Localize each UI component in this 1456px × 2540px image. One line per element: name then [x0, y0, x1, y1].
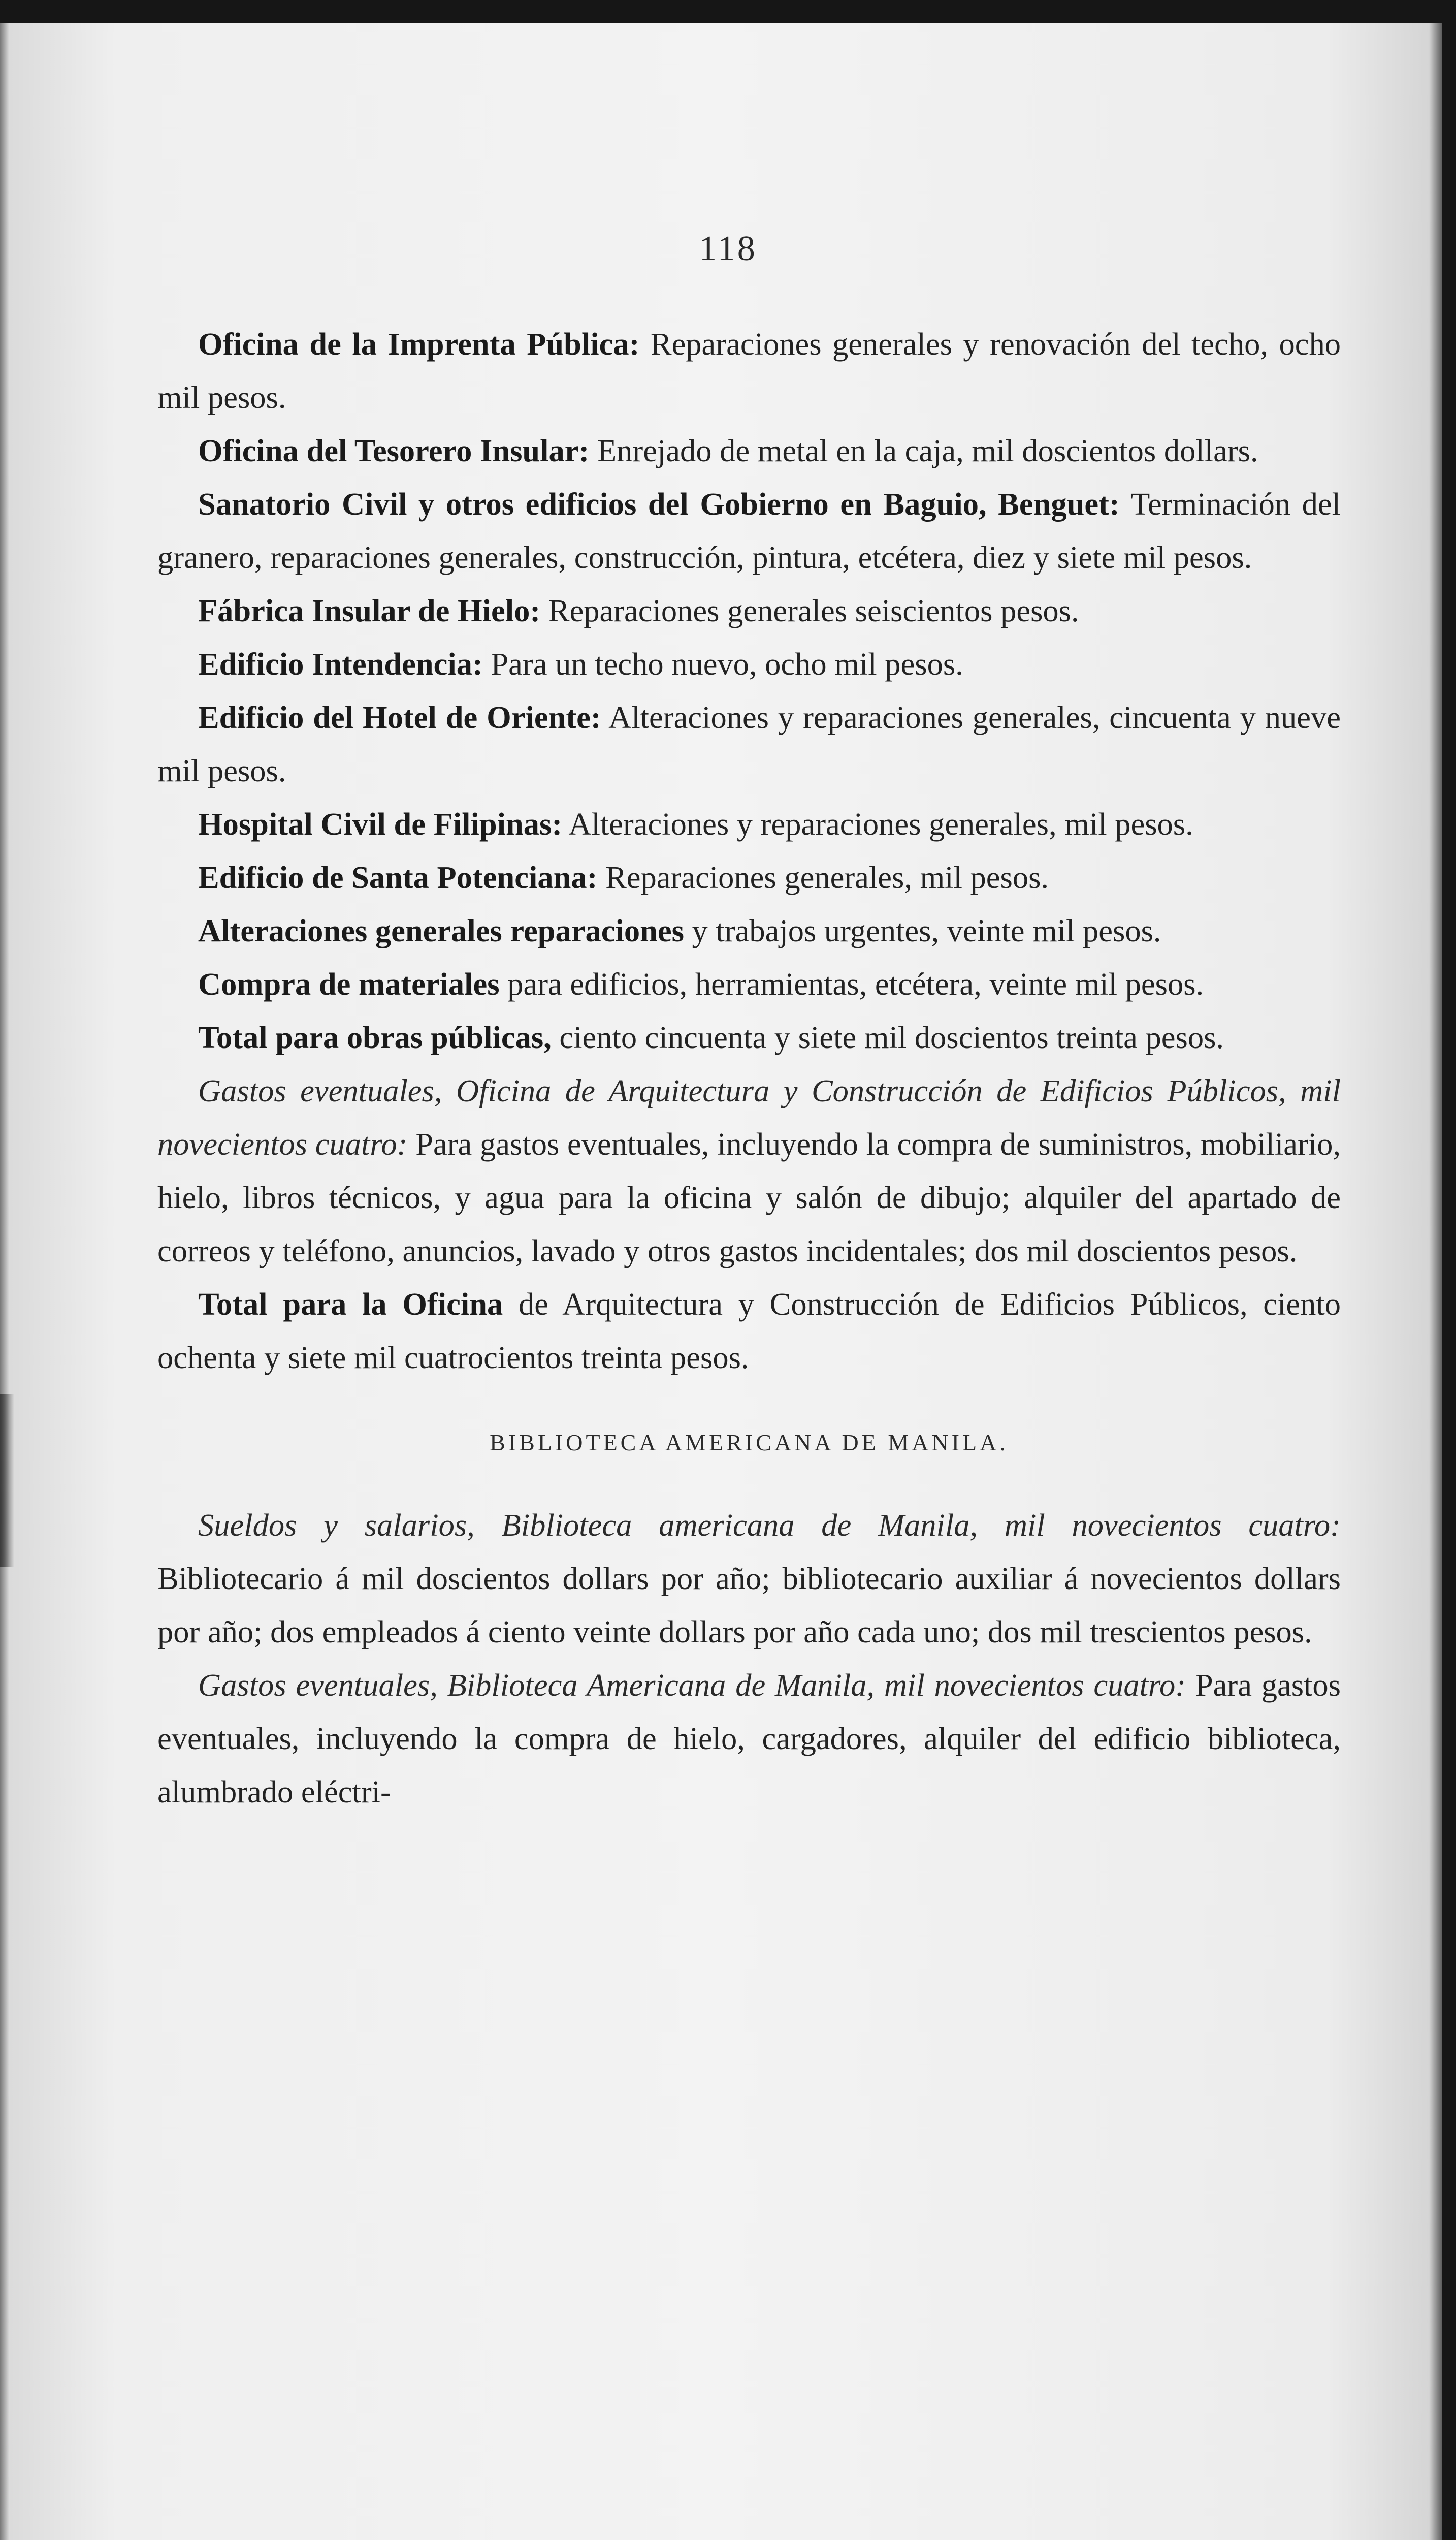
paragraph-lead: Edificio Intendencia:	[198, 646, 483, 682]
paragraph	[157, 638, 1341, 691]
paragraph-text: Reparaciones generales, mil pesos.	[597, 860, 1049, 895]
paragraph-italic-heading: Gastos eventuales, Biblioteca Americana de Manila, mil novecientos cuatro:	[198, 1667, 1186, 1703]
page-number: 118	[699, 229, 757, 268]
paragraph-text: Enrejado de metal en la caja, mil doscientos dollars.	[589, 433, 1258, 468]
binding-mark	[0, 1394, 14, 1567]
paragraph-text: Terminación del granero, reparaciones generales, construcción, pintura, etcétera, diez y siete mil pesos.	[157, 486, 1341, 575]
paragraph	[157, 691, 1341, 798]
paragraph-text: Alteraciones y reparaciones generales, cincuenta y nueve mil pesos.	[157, 700, 1341, 788]
paragraph-text: para edificios, herramientas, etcétera, veinte mil pesos.	[499, 966, 1204, 1002]
paragraph	[157, 1659, 1341, 1819]
paragraph-text: Para gastos eventuales, incluyendo la compra de suministros, mobiliario, hielo, libros técnicos, y agua para la oficina y salón de dibujo; alquiler del apartado de correos y teléfono, anuncios, lavado y otros gastos incidentales; dos mil doscientos pesos.	[157, 1126, 1341, 1268]
paragraph-lead: Fábrica Insular de Hielo:	[198, 593, 541, 628]
paragraph	[157, 1278, 1341, 1384]
paragraph	[157, 478, 1341, 584]
paragraph	[157, 1011, 1341, 1064]
paragraph-text: Reparaciones generales y renovación del techo, ocho mil pesos.	[157, 326, 1341, 415]
paragraph	[157, 1064, 1341, 1278]
paragraph-italic-heading: Gastos eventuales, Oficina de Arquitectura y Construcción de Edificios Públicos, mil novecientos cuatro:	[157, 1073, 1341, 1162]
paragraph-lead: Alteraciones generales reparaciones	[198, 913, 684, 948]
section-heading: BIBLIOTECA AMERICANA DE MANILA.	[490, 1430, 1009, 1455]
paragraph-text: de Arquitectura y Construcción de Edificios Públicos, ciento ochenta y siete mil cuatrocientos treinta pesos.	[157, 1286, 1341, 1375]
paragraph-lead: Oficina del Tesorero Insular:	[198, 433, 590, 468]
document-body	[157, 318, 1341, 1819]
paragraph-text: Alteraciones y reparaciones generales, mil pesos.	[562, 806, 1193, 842]
paragraph-text: Para un techo nuevo, ocho mil pesos.	[482, 646, 963, 682]
paragraph-text: Bibliotecario á mil doscientos dollars por año; bibliotecario auxiliar á novecientos dollars por año; dos empleados á ciento veinte dollars por año cada uno; dos mil trescientos pesos.	[157, 1561, 1341, 1649]
paragraph	[157, 1499, 1341, 1659]
paragraph	[157, 318, 1341, 424]
paragraph-lead: Hospital Civil de Filipinas:	[198, 806, 563, 842]
paragraph-text: ciento cincuenta y siete mil doscientos treinta pesos.	[551, 1020, 1224, 1055]
paragraph-lead: Total para obras públicas,	[198, 1020, 552, 1055]
paragraph	[157, 904, 1341, 958]
paragraph-lead: Edificio de Santa Potenciana:	[198, 860, 598, 895]
paragraph-text: Para gastos eventuales, incluyendo la compra de hielo, cargadores, alquiler del edificio biblioteca, alumbrado eléctri-	[157, 1667, 1341, 1809]
paragraph	[157, 958, 1341, 1011]
paragraph-lead: Oficina de la Imprenta Pública:	[198, 326, 640, 362]
paragraph-lead: Compra de materiales	[198, 966, 500, 1002]
paragraph	[157, 424, 1341, 478]
paragraph-lead: Edificio del Hotel de Oriente:	[198, 700, 601, 735]
paragraph-text: Reparaciones generales seiscientos pesos.	[540, 593, 1079, 628]
paragraph-lead: Total para la Oficina	[198, 1286, 503, 1322]
paragraph	[157, 851, 1341, 904]
paragraph-italic-heading: Sueldos y salarios, Biblioteca americana de Manila, mil novecientos cuatro:	[198, 1507, 1341, 1543]
page-left-shadow	[0, 23, 9, 2540]
paragraph-text: y trabajos urgentes, veinte mil pesos.	[684, 913, 1161, 948]
page-right-shadow	[1429, 23, 1442, 2540]
paragraph	[157, 798, 1341, 851]
paragraph	[157, 584, 1341, 638]
paragraph-lead: Sanatorio Civil y otros edificios del Gobierno en Baguio, Benguet:	[198, 486, 1120, 522]
